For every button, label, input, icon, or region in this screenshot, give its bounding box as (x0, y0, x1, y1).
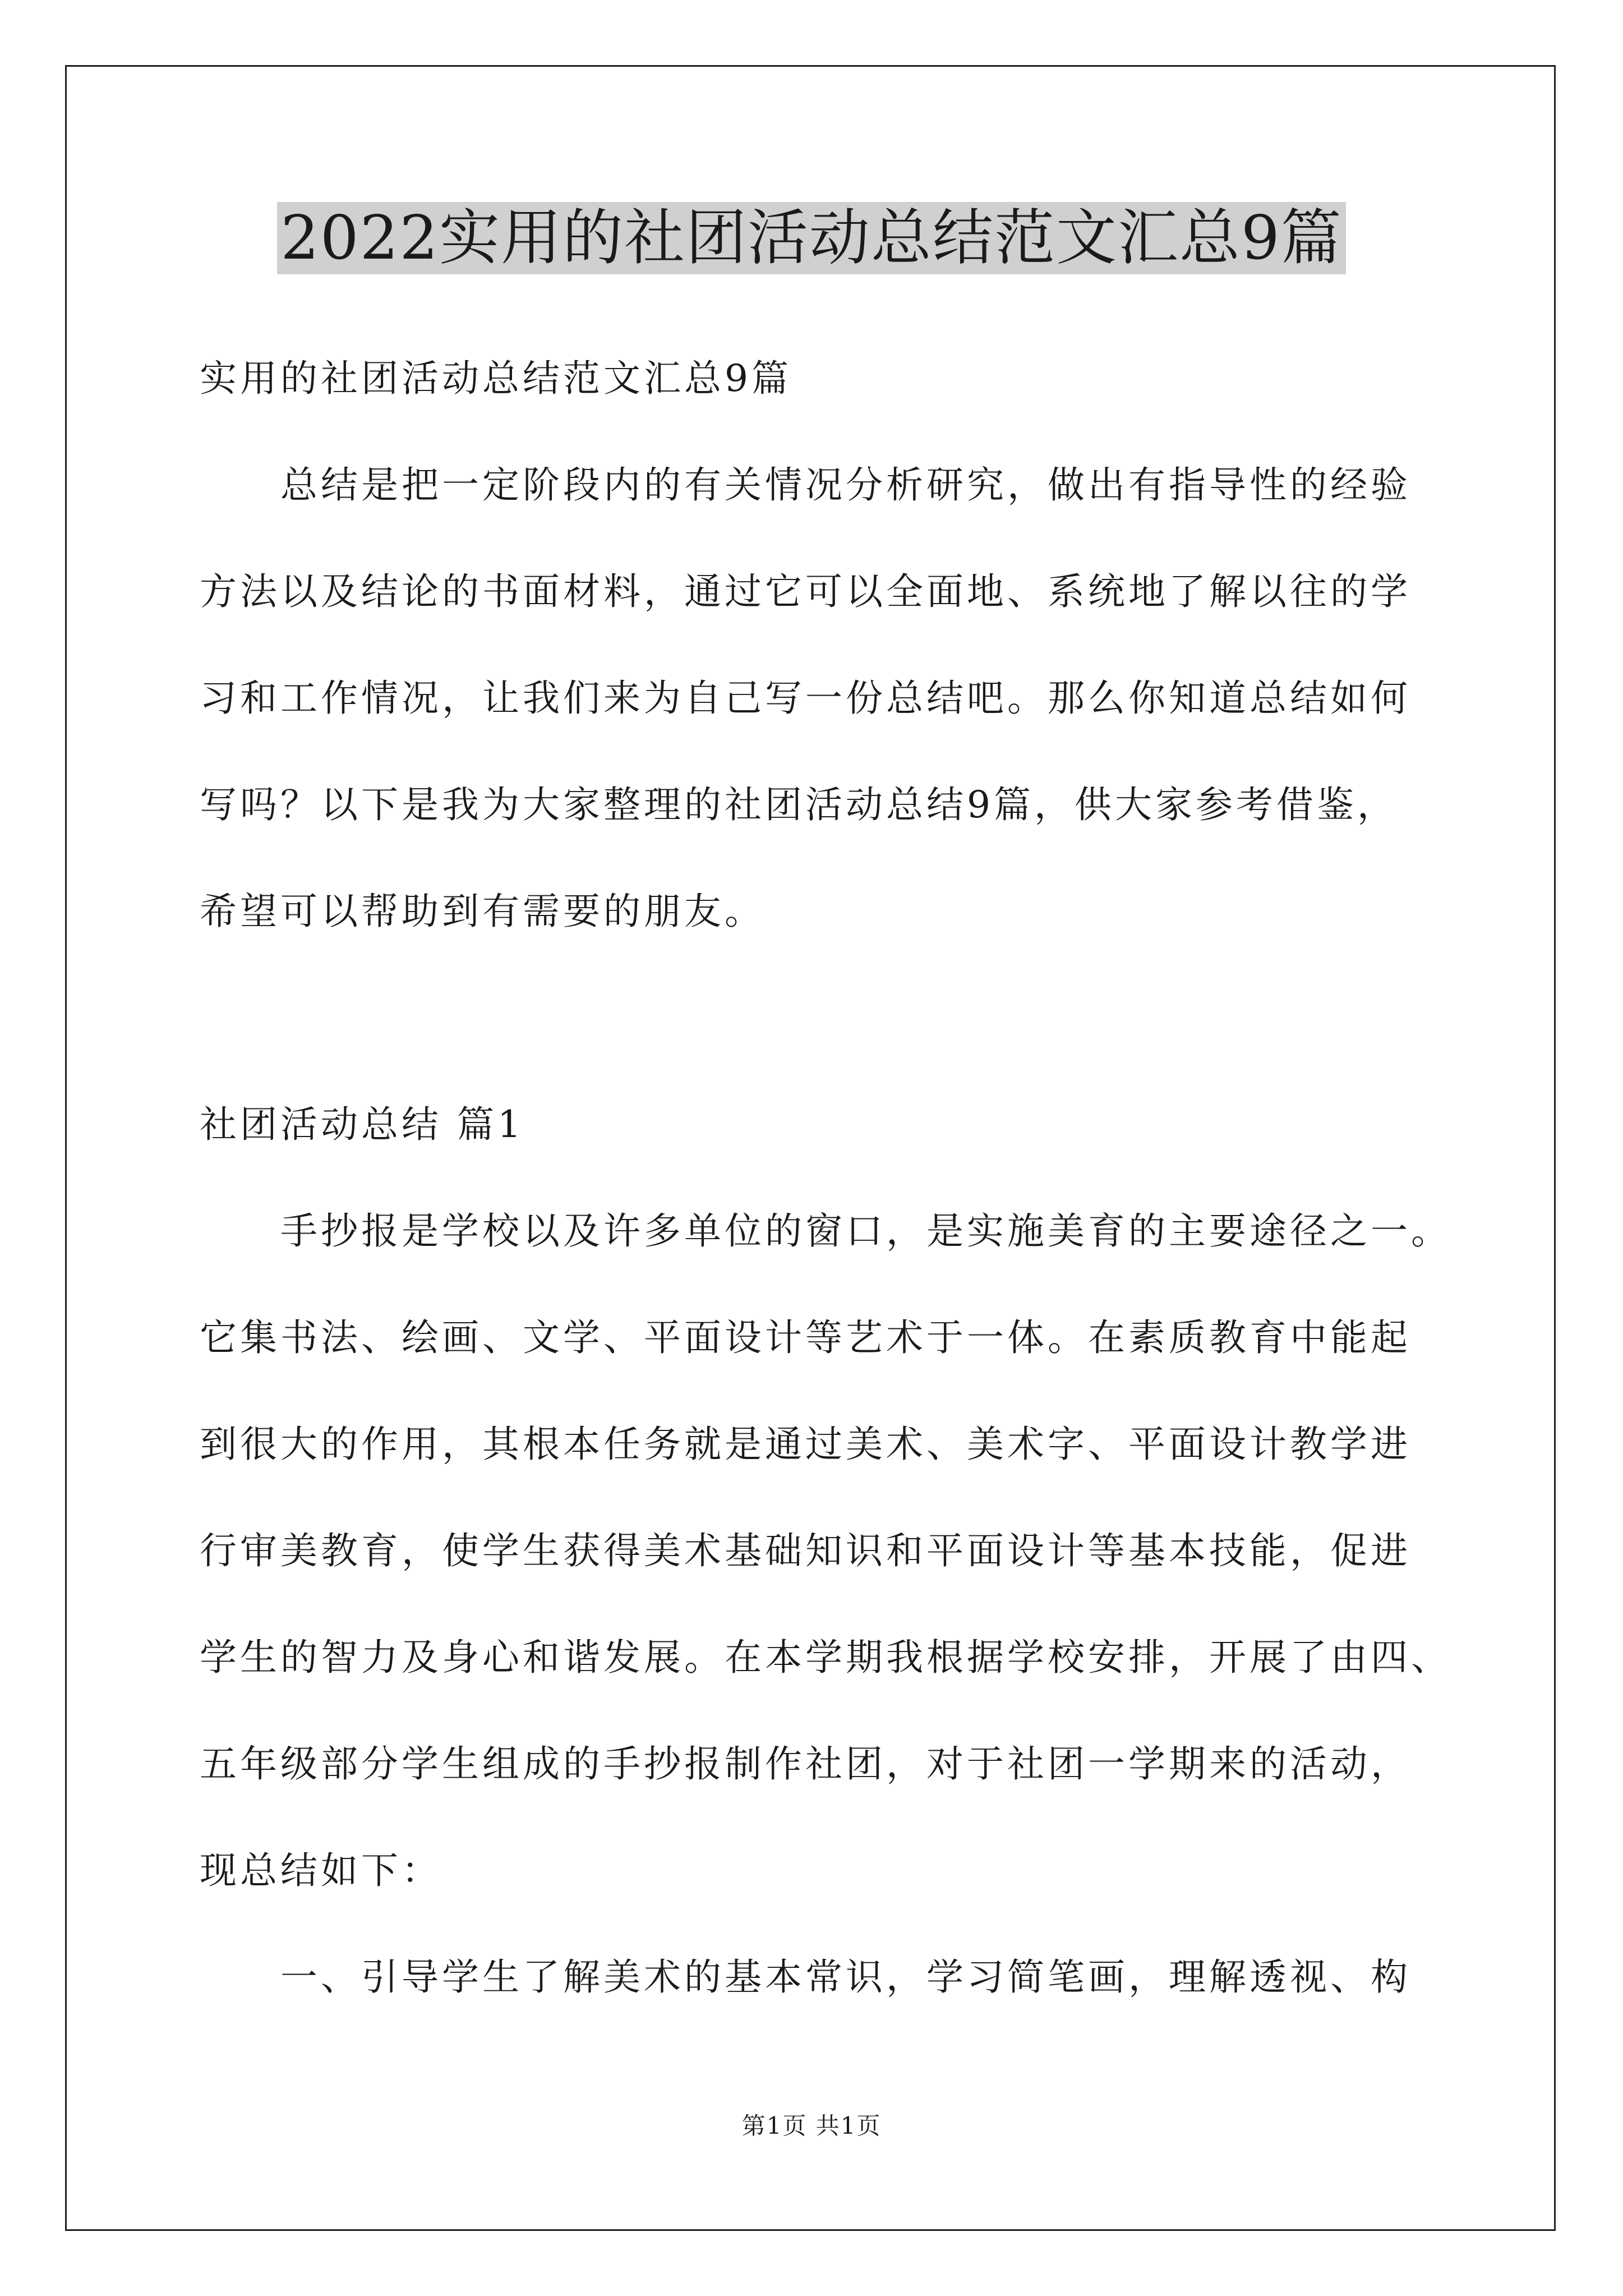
intro-line: 方法以及结论的书面材料，通过它可以全面地、系统地了解以往的学 (200, 570, 1411, 613)
document-title-text: 2022实用的社团活动总结范文汇总9篇 (277, 202, 1346, 274)
point-line: 一、引导学生了解美术的基本常识，学习简笔画，理解透视、构 (280, 1955, 1411, 1999)
section-line: 学生的智力及身心和谐发展。在本学期我根据学校安排，开展了由四、 (200, 1636, 1451, 1679)
section-line: 现总结如下： (200, 1849, 442, 1892)
intro-line: 总结是把一定阶段内的有关情况分析研究，做出有指导性的经验 (280, 463, 1411, 507)
document-subtitle: 实用的社团活动总结范文汇总9篇 (200, 357, 792, 400)
intro-line: 希望可以帮助到有需要的朋友。 (200, 890, 765, 933)
intro-line: 习和工作情况，让我们来为自己写一份总结吧。那么你知道总结如何 (200, 677, 1411, 720)
section-line: 到很大的作用，其根本任务就是通过美术、美术字、平面设计教学进 (200, 1423, 1411, 1466)
section-line: 五年级部分学生组成的手抄报制作社团，对于社团一学期来的活动， (200, 1742, 1411, 1786)
section-line: 行审美教育，使学生获得美术基础知识和平面设计等基本技能，促进 (200, 1529, 1411, 1572)
intro-line: 写吗？以下是我为大家整理的社团活动总结9篇，供大家参考借鉴， (200, 783, 1398, 826)
section-heading: 社团活动总结 篇1 (200, 1103, 524, 1146)
section-line: 手抄报是学校以及许多单位的窗口，是实施美育的主要途径之一。 (280, 1209, 1451, 1253)
page-number-footer: 第1页 共1页 (741, 2112, 882, 2139)
section-line: 它集书法、绘画、文学、平面设计等艺术于一体。在素质教育中能起 (200, 1316, 1411, 1359)
document-title (0, 196, 1623, 280)
